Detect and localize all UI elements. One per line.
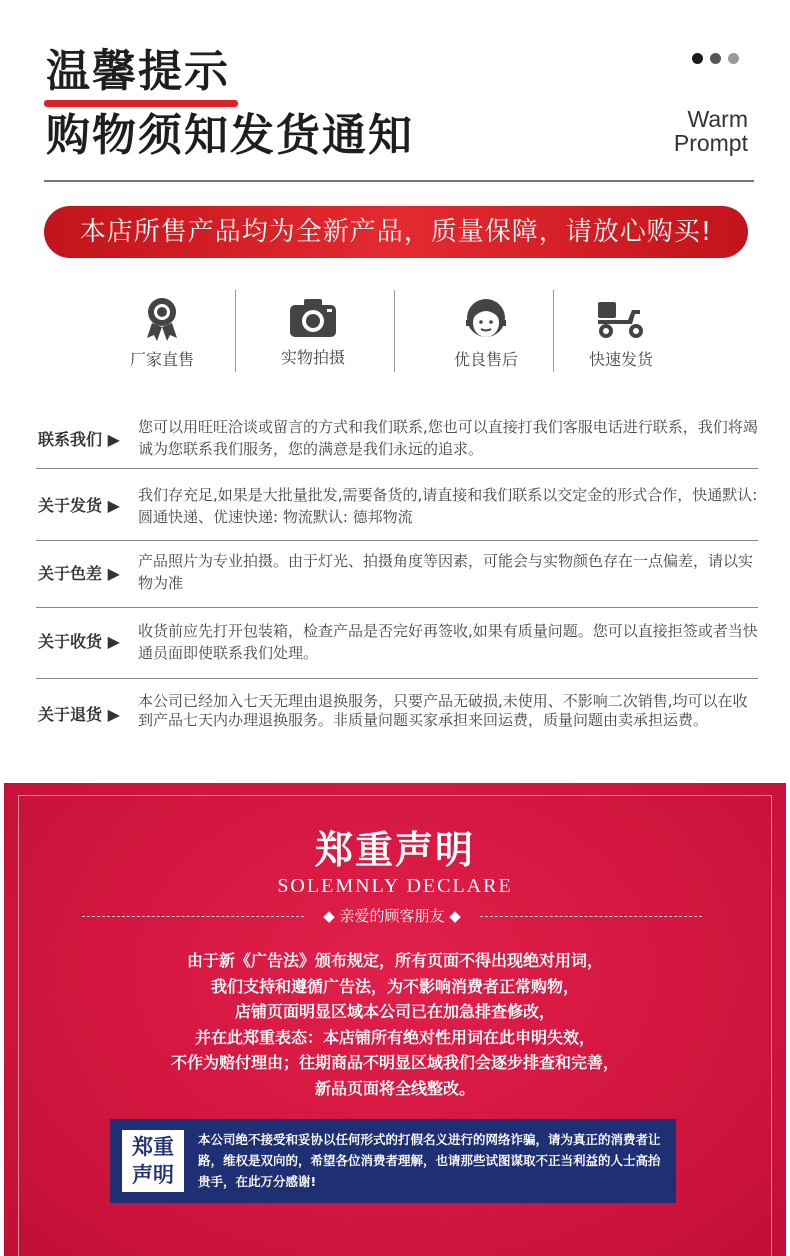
dot-light (728, 53, 739, 64)
title-warm-tips: 温馨提示 (46, 46, 230, 97)
feature-label: 快速发货 (588, 350, 653, 369)
info-row-key: 联系我们 ▶ (38, 430, 120, 449)
declaration-line: 并在此郑重表态：本店铺所有绝对性用词在此申明失效， (194, 1027, 595, 1047)
row-divider (36, 678, 758, 679)
feature-label: 实物拍摄 (280, 348, 345, 367)
feature-divider (235, 290, 236, 372)
declaration-badge (122, 1130, 184, 1192)
title-underline (44, 100, 238, 107)
feature-divider (394, 290, 395, 372)
declaration-line: 不作为赔付理由；往期商品不明显区域我们会逐步排查和完善， (170, 1053, 619, 1072)
dashed-rule-right (480, 916, 702, 917)
feature-fast-delivery (551, 296, 691, 370)
declaration-line: 由于新《广告法》颁布规定，所有页面不得出现绝对用词， (186, 951, 603, 970)
quality-guarantee-banner: 本店所售产品均为全新产品，质量保障，请放心购买! (44, 206, 748, 258)
declaration-greeting: ◆ 亲爱的顾客朋友 ◆ (323, 907, 461, 925)
declaration-title: 郑重声明 (314, 827, 475, 872)
feature-factory-direct (92, 296, 232, 370)
info-row-key: 关于收货 ▶ (38, 632, 120, 651)
badge-line: 声明 (132, 1163, 174, 1187)
english-title-prompt: Prompt (673, 130, 748, 156)
feature-after-sales (416, 296, 556, 370)
dot-dark (692, 53, 703, 64)
declaration-line: 店铺页面明显区域本公司已在加急排查修改， (234, 1002, 555, 1021)
info-row-value: 您可以用旺旺洽谈或留言的方式和我们联系,您也可以直接打我们客服电话进行联系，我们将竭诚为您联系我们服务，您的满意是我们永远的追求。 (138, 418, 758, 458)
feature-real-photos (243, 296, 383, 368)
title-shopping-notice: 购物须知发货通知 (46, 110, 414, 161)
feature-label: 厂家直售 (129, 350, 194, 369)
anti-fraud-notice (110, 1119, 676, 1203)
header-divider (44, 180, 754, 182)
declaration-body (4, 948, 786, 1101)
delivery-scooter-icon (594, 296, 648, 342)
dashed-rule-left (82, 916, 304, 917)
row-divider (36, 468, 758, 469)
info-row-key: 关于退货 ▶ (38, 705, 120, 724)
declaration-line: 我们支持和遵循广告法，为不影响消费者正常购物， (210, 976, 579, 996)
customer-service-icon (463, 296, 509, 342)
info-row-value: 我们存充足,如果是大批量批发,需要备货的,请直接和我们联系以交定金的形式合作，快通默认: 圆通快递、优速快递: 物流默认: 德邦物流 (138, 486, 758, 526)
declaration-line: 新品页面将全线整改。 (314, 1078, 475, 1098)
anti-fraud-text: 本公司绝不接受和妥协以任何形式的打假名义进行的网络诈骗，请为真正的消费者让路，维权是双向的，希望各位消费者理解，也请那些试图谋取不正当利益的人士高抬贵手，在此万分感谢! (198, 1132, 661, 1189)
row-divider (36, 607, 758, 608)
info-row-value: 本公司已经加入七天无理由退换服务，只要产品无破损,未使用、不影响二次销售,均可以在收到产品七天内办理退换服务。非质量问题买家承担来回运费，质量问题由卖承担运费。 (138, 692, 748, 729)
feature-label: 优良售后 (453, 350, 518, 369)
decorative-dots (692, 53, 739, 64)
dot-mid (710, 53, 721, 64)
info-row-key: 关于发货 ▶ (38, 496, 120, 515)
award-ribbon-icon (143, 296, 181, 342)
camera-icon (288, 296, 338, 340)
declaration-english-title: SOLEMNLY DECLARE (277, 875, 513, 897)
solemn-declaration-panel (4, 783, 786, 1256)
info-row-key: 关于色差 ▶ (38, 564, 120, 583)
row-divider (36, 540, 758, 541)
info-row-value: 收货前应先打开包装箱，检查产品是否完好再签收,如果有质量问题。您可以直接拒签或者当快通员面即使联系我们处理。 (138, 622, 758, 662)
badge-line: 郑重 (132, 1135, 174, 1159)
english-title-warm: Warm (687, 106, 748, 132)
info-row-value: 产品照片为专业拍摄。由于灯光、拍摄角度等因素，可能会与实物颜色存在一点偏差，请以实物为准 (138, 552, 754, 592)
